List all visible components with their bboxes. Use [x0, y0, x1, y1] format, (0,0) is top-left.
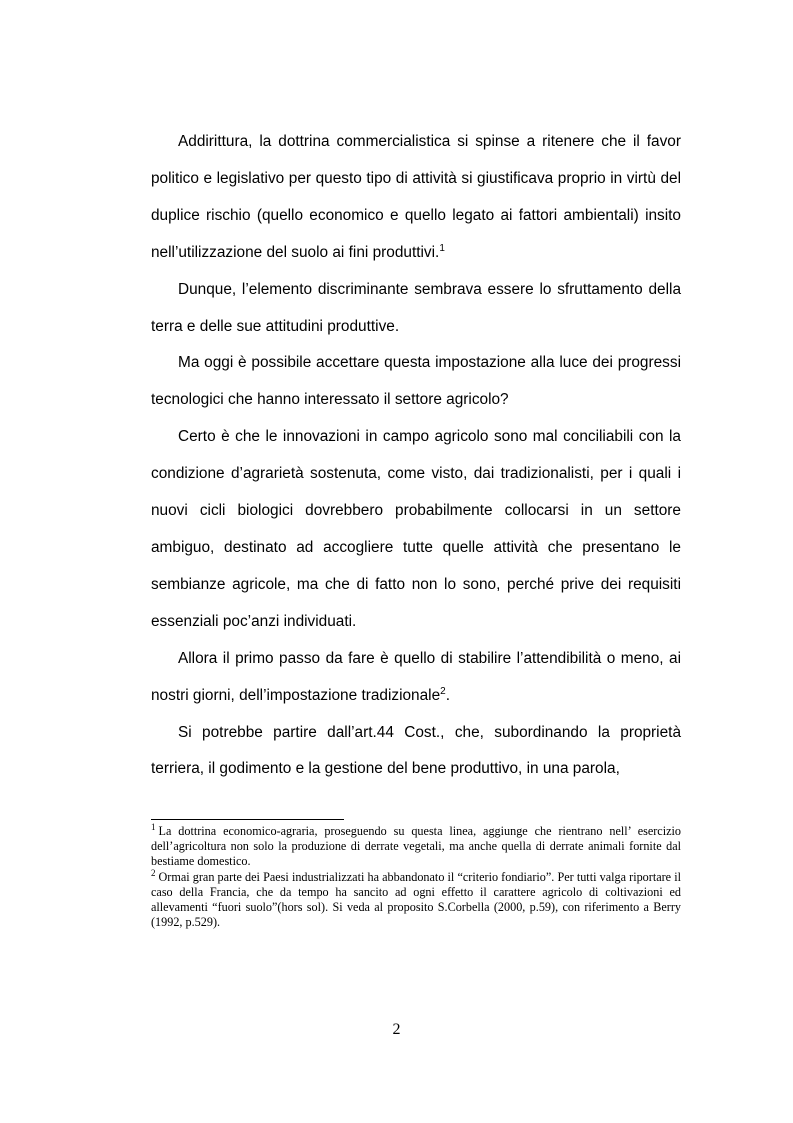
- footnote-1-text: La dottrina economico-agraria, proseguendo su questa linea, aggiunge che rientrano nell’ esercizio dell’agricoltura non solo la produzione di derrate vegetali, ma anche quella di derrate animali fornite dal bestiame domestico.: [151, 824, 681, 869]
- paragraph-5-end: .: [445, 686, 450, 704]
- page-number: 2: [392, 1021, 401, 1038]
- footnote-2: [151, 867, 681, 931]
- paragraph-4-text: Certo è che le innovazioni in campo agricolo sono mal conciliabili con la condizione d’agrarietà sostenuta, come visto, dai tradizionalisti, per i quali i nuovi cicli biologici dovrebbero probabilmente collocarsi in un settore ambiguo, destinato ad accogliere tutte quelle attività che presentano le sembianze agricole, ma che di fatto non lo sono, perché prive dei requisiti essenziali poc’anzi individuati.: [151, 428, 681, 630]
- paragraph-2-text: Dunque, l’elemento discriminante sembrava essere lo sfruttamento della terra e delle sue attitudini produttive.: [151, 280, 681, 335]
- main-text: [151, 124, 681, 788]
- footnote-separator: [151, 819, 344, 820]
- paragraph-2: [151, 272, 681, 346]
- footnote-1-mark: 1: [151, 821, 156, 832]
- footnote-reference-2: 2: [440, 685, 446, 697]
- paragraph-3-text: Ma oggi è possibile accettare questa impostazione alla luce dei progressi tecnologici che hanno interessato il settore agricolo?: [151, 354, 681, 409]
- footnotes: [151, 821, 681, 930]
- paragraph-1-text: Addirittura, la dottrina commercialistica si spinse a ritenere che il favor politico e legislativo per questo tipo di attività si giustificava proprio in virtù del duplice rischio (quello economico e quello legato ai fattori ambientali) insito nell’utilizzazione del suolo ai fini produttivi.: [151, 133, 681, 261]
- paragraph-6-text: Si potrebbe partire dall’art.44 Cost., che, subordinando la proprietà terriera, il godimento e la gestione del bene produttivo, in una parola,: [151, 723, 681, 778]
- paragraph-4: [151, 419, 681, 640]
- footnote-2-mark: 2: [151, 867, 156, 878]
- paragraph-5: [151, 641, 681, 715]
- paragraph-3: [151, 345, 681, 419]
- footnote-2-text: Ormai gran parte dei Paesi industrializzati ha abbandonato il “criterio fondiario”. Per tutti valga riportare il caso della Francia, che da tempo ha sancito ad ogni effetto il carattere agricolo di coltivazioni ed allevamenti “fuori suolo”(hors sol). Si veda al proposito S.Corbella (2000, p.59), con riferimento a Berry (1992, p.529).: [151, 869, 681, 930]
- paragraph-1: [151, 124, 681, 272]
- footnote-1: [151, 821, 681, 870]
- footnote-reference-1: 1: [439, 242, 445, 254]
- paragraph-6: [151, 715, 681, 789]
- paragraph-5-text: Allora il primo passo da fare è quello di stabilire l’attendibilità o meno, ai nostri giorni, dell’impostazione tradizionale: [151, 649, 681, 704]
